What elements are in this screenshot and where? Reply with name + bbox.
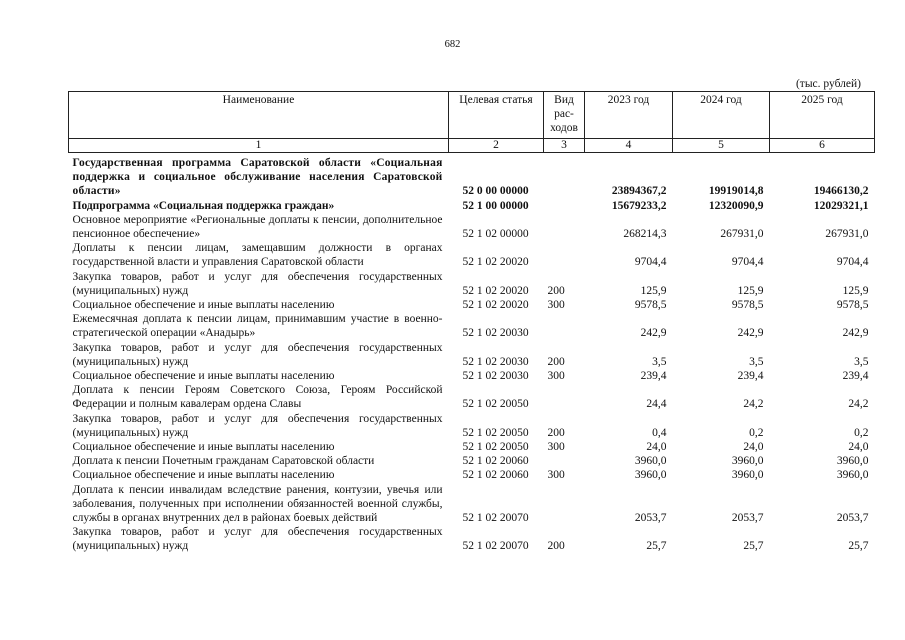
row-name: Доплата к пенсии Почетным гражданам Саратовской области [72, 455, 375, 468]
row-name: Закупка товаров, работ и услуг для обеспечения государственных (муниципальных) нужд [72, 341, 443, 368]
row-value-2025: 12029321,1 [813, 199, 869, 212]
row-name: Доплата к пенсии Героям Советского Союза, Героям Российской Федерации и полным кавалерам ордена Славы [72, 384, 443, 411]
row-value-2025: 0,2 [854, 426, 869, 439]
row-name: Основное мероприятие «Региональные доплаты к пенсии, дополнительное пенсионное обеспечение» [72, 213, 443, 241]
row-target-article: 52 1 02 20050 [462, 441, 529, 454]
row-name: Доплаты к пенсии лицам, замещавшим должности в органах государственной власти и управления Саратовской области [72, 242, 443, 269]
row-value-2024: 24,0 [743, 441, 764, 454]
row-target-article: 52 1 02 20020 [462, 284, 529, 297]
row-target-article: 52 1 02 20070 [462, 512, 529, 525]
row-name: Доплата к пенсии инвалидам вследствие ранения, контузии, увечья или заболевания, полученных при исполнении обязанностей военной службы, службы в органах внутренних дел в районах боевых действий [72, 483, 443, 525]
row-expense-type: 200 [547, 284, 565, 297]
column-number: 5 [673, 139, 770, 153]
column-number: 2 [449, 139, 544, 153]
table-row [69, 468, 875, 482]
row-name: Закупка товаров, работ и услуг для обеспечения государственных (муниципальных) нужд [72, 412, 443, 439]
row-expense-type: 200 [547, 355, 565, 368]
row-expense-type [544, 483, 585, 526]
row-expense-type: 200 [547, 426, 565, 439]
row-expense-type [544, 454, 585, 468]
row-value-2024: 19919014,8 [708, 185, 764, 198]
header-name: Наименование [69, 92, 449, 139]
row-name: Подпрограмма «Социальная поддержка граждан» [72, 199, 335, 212]
row-value-2025: 3960,0 [836, 455, 869, 468]
row-value-2023: 242,9 [640, 327, 667, 340]
row-target-article: 52 1 02 20060 [462, 455, 529, 468]
row-value-2025: 242,9 [842, 327, 869, 340]
row-value-2023: 268214,3 [623, 228, 667, 241]
row-expense-type [544, 383, 585, 411]
row-value-2023: 125,9 [640, 284, 667, 297]
table-row [69, 383, 875, 411]
row-value-2024: 3,5 [749, 355, 764, 368]
row-name: Социальное обеспечение и иные выплаты населению [72, 370, 335, 383]
row-value-2023: 9578,5 [634, 299, 667, 312]
row-value-2025: 2053,7 [836, 512, 869, 525]
row-value-2023: 24,4 [646, 398, 667, 411]
row-value-2025: 25,7 [848, 540, 869, 553]
row-target-article: 52 1 00 00000 [462, 199, 529, 212]
row-value-2025: 9704,4 [836, 256, 869, 269]
table-header-row [69, 92, 875, 139]
row-name: Государственная программа Саратовской области «Социальная поддержка и социальное обслуживание населения Саратовской области» [72, 157, 443, 198]
row-target-article: 52 1 02 20020 [462, 299, 529, 312]
row-target-article: 52 1 02 20030 [462, 370, 529, 383]
row-value-2023: 3960,0 [634, 455, 667, 468]
row-value-2025: 3,5 [854, 355, 869, 368]
table-row [69, 525, 875, 553]
row-value-2024: 2053,7 [731, 512, 764, 525]
row-value-2023: 3,5 [652, 355, 667, 368]
table-row [69, 440, 875, 454]
column-number: 3 [544, 139, 585, 153]
row-value-2023: 3960,0 [634, 469, 667, 482]
row-name: Социальное обеспечение и иные выплаты населению [72, 441, 335, 454]
row-name: Закупка товаров, работ и услуг для обеспечения государственных (муниципальных) нужд [72, 526, 443, 553]
row-expense-type: 300 [547, 469, 565, 482]
row-value-2024: 12320090,9 [708, 199, 764, 212]
row-target-article: 52 1 02 00000 [462, 228, 529, 241]
row-value-2023: 23894367,2 [611, 185, 667, 198]
row-target-article: 52 1 02 20030 [462, 327, 529, 340]
row-value-2024: 3960,0 [731, 469, 764, 482]
row-value-2024: 0,2 [749, 426, 764, 439]
header-2023: 2023 год [585, 92, 673, 139]
row-name: Социальное обеспечение и иные выплаты населению [72, 299, 335, 312]
row-target-article: 52 1 02 20050 [462, 426, 529, 439]
row-value-2023: 0,4 [652, 426, 667, 439]
row-value-2025: 24,2 [848, 398, 869, 411]
row-value-2023: 15679233,2 [611, 199, 667, 212]
row-value-2025: 24,0 [848, 441, 869, 454]
row-value-2024: 9704,4 [731, 256, 764, 269]
table-row [69, 412, 875, 440]
row-target-article: 52 1 02 20030 [462, 355, 529, 368]
row-value-2024: 242,9 [737, 327, 764, 340]
table-row [69, 483, 875, 526]
row-value-2025: 267931,0 [825, 228, 869, 241]
column-number-row [69, 139, 875, 153]
header-2024: 2024 год [673, 92, 770, 139]
row-target-article: 52 0 00 00000 [462, 185, 529, 198]
row-value-2024: 24,2 [743, 398, 764, 411]
row-value-2024: 3960,0 [731, 455, 764, 468]
unit-note: (тыс. рублей) [795, 78, 861, 90]
table-row [69, 270, 875, 298]
column-number: 1 [69, 139, 449, 153]
table-row [69, 153, 875, 199]
row-expense-type: 300 [547, 370, 565, 383]
row-value-2023: 24,0 [646, 441, 667, 454]
column-number: 6 [770, 139, 875, 153]
row-name: Закупка товаров, работ и услуг для обеспечения государственных (муниципальных) нужд [72, 270, 443, 297]
row-expense-type [544, 153, 585, 199]
row-value-2023: 239,4 [640, 370, 667, 383]
row-expense-type [544, 213, 585, 241]
row-expense-type [544, 241, 585, 269]
budget-table [68, 91, 875, 554]
row-value-2025: 9578,5 [836, 299, 869, 312]
row-name: Ежемесячная доплата к пенсии лицам, принимавшим участие в военно-стратегической операции «Анадырь» [72, 313, 443, 340]
row-value-2024: 25,7 [743, 540, 764, 553]
row-target-article: 52 1 02 20070 [462, 540, 529, 553]
table-row [69, 298, 875, 312]
row-value-2024: 239,4 [737, 370, 764, 383]
row-value-2024: 9578,5 [731, 299, 764, 312]
table-row [69, 454, 875, 468]
row-value-2023: 9704,4 [634, 256, 667, 269]
table-body [69, 153, 875, 554]
table-row [69, 199, 875, 213]
row-target-article: 52 1 02 20050 [462, 398, 529, 411]
row-value-2025: 3960,0 [836, 469, 869, 482]
row-expense-type: 300 [547, 441, 565, 454]
header-target-article: Целевая статья [449, 92, 544, 139]
header-2025: 2025 год [770, 92, 875, 139]
row-expense-type: 300 [547, 299, 565, 312]
row-value-2025: 19466130,2 [813, 185, 869, 198]
table-row [69, 312, 875, 340]
row-value-2023: 25,7 [646, 540, 667, 553]
row-value-2025: 239,4 [842, 370, 869, 383]
row-expense-type [544, 199, 585, 213]
row-expense-type: 200 [547, 540, 565, 553]
row-value-2025: 125,9 [842, 284, 869, 297]
row-value-2024: 267931,0 [720, 228, 764, 241]
page-number: 682 [444, 39, 461, 50]
table-row [69, 369, 875, 383]
row-name: Социальное обеспечение и иные выплаты населению [72, 469, 335, 482]
header-expense-type: Вид рас-ходов [544, 92, 585, 139]
table-row [69, 341, 875, 369]
table-row [69, 241, 875, 269]
row-value-2024: 125,9 [737, 284, 764, 297]
row-expense-type [544, 312, 585, 340]
table-row [69, 213, 875, 241]
row-value-2023: 2053,7 [634, 512, 667, 525]
column-number: 4 [585, 139, 673, 153]
row-target-article: 52 1 02 20060 [462, 469, 529, 482]
row-target-article: 52 1 02 20020 [462, 256, 529, 269]
